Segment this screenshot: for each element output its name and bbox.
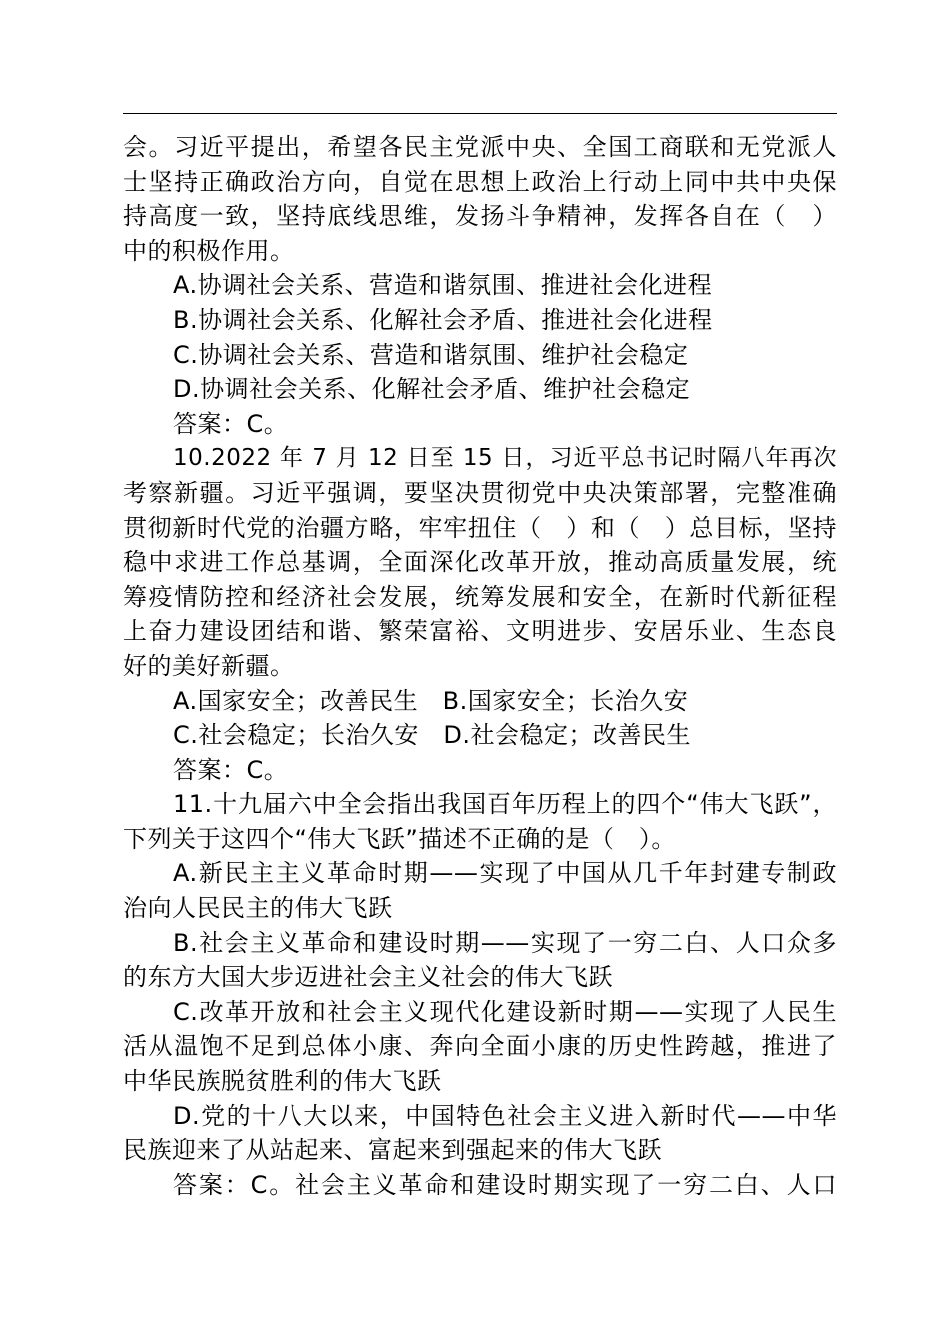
text-line: C.社会稳定；长治久安 D.社会稳定；改善民生 [173,721,691,750]
text-line: 中的积极作用。 [123,236,295,265]
text-line: 筹疫情防控和经济社会发展，统筹发展和安全，在新时代新征程 [123,582,837,611]
text-line: 中华民族脱贫胜利的伟大飞跃 [123,1067,442,1096]
text-line: 活从温饱不足到总体小康、奔向全面小康的历史性跨越，推进了 [123,1032,837,1061]
text-line: 答案：C。 [173,409,289,438]
text-line: 民族迎来了从站起来、富起来到强起来的伟大飞跃 [123,1136,662,1165]
text-line: 考察新疆。习近平强调，要坚决贯彻党中央决策部署，完整准确 [123,478,837,507]
text-line: C.协调社会关系、营造和谐氛围、维护社会稳定 [173,340,689,369]
text-line: D.协调社会关系、化解社会矛盾、维护社会稳定 [173,375,691,404]
text-line: 持高度一致，坚持底线思维，发扬斗争精神，发挥各自在（ ） [123,202,837,231]
text-line: A.国家安全；改善民生 B.国家安全；长治久安 [173,686,689,715]
text-line: A.协调社会关系、营造和谐氛围、推进社会化进程 [173,271,713,300]
text-line: 答案：C。 [173,755,289,784]
text-line: 贯彻新时代党的治疆方略，牢牢扭住（ ）和（ ）总目标，坚持 [123,513,837,542]
text-line: 士坚持正确政治方向，自觉在思想上政治上行动上同中共中央保 [123,167,837,196]
text-line: 会。习近平提出，希望各民主党派中央、全国工商联和无党派人 [123,133,837,161]
text-line: B.社会主义革命和建设时期——实现了一穷二白、人口众多 [173,928,837,957]
text-line: C.改革开放和社会主义现代化建设新时期——实现了人民生 [173,997,837,1026]
text-line: D.党的十八大以来，中国特色社会主义进入新时代——中华 [173,1101,837,1130]
text-line: A.新民主主义革命时期——实现了中国从几千年封建专制政 [173,859,837,888]
header-rule [123,113,837,114]
text-line: B.协调社会关系、化解社会矛盾、推进社会化进程 [173,305,713,334]
document-body [123,130,837,1202]
text-line: 11.十九届六中全会指出我国百年历程上的四个“伟大飞跃”， [173,790,837,819]
text-line: 上奋力建设团结和谐、繁荣富裕、文明进步、安居乐业、生态良 [123,617,837,646]
text-line: 的东方大国大步迈进社会主义社会的伟大飞跃 [123,963,613,992]
text-line: 10.2022 年 7 月 12 日至 15 日，习近平总书记时隔八年再次 [173,445,837,472]
text-line: 治向人民民主的伟大飞跃 [123,894,393,923]
text-line: 稳中求进工作总基调，全面深化改革开放，推动高质量发展，统 [123,548,837,577]
text-line: 答案：C。社会主义革命和建设时期实现了一穷二白、人口 [173,1170,837,1199]
text-line: 下列关于这四个“伟大飞跃”描述不正确的是（ ）。 [123,824,676,853]
text-line: 好的美好新疆。 [123,651,295,680]
